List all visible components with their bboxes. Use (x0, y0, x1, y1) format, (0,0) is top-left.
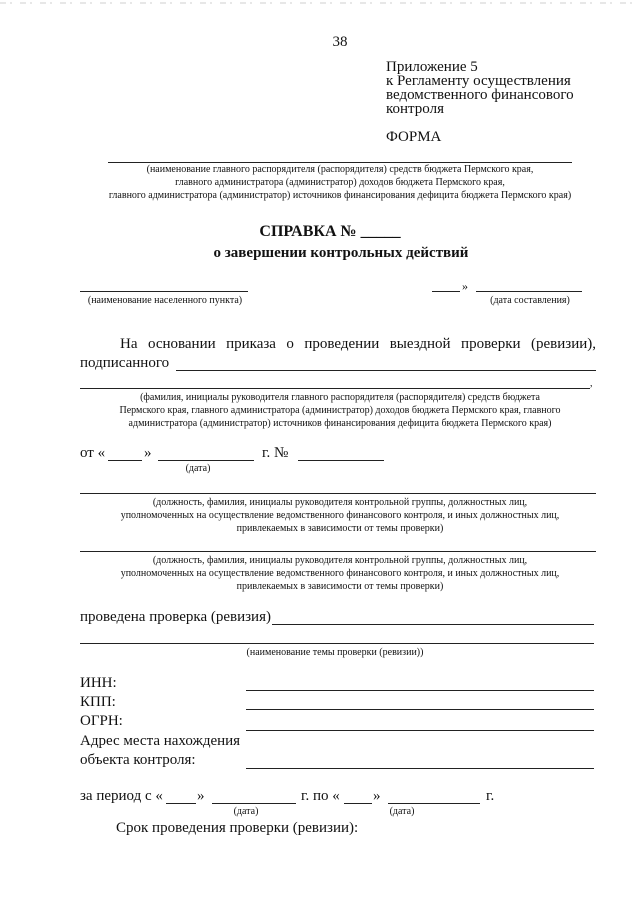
order-month-line (158, 460, 254, 461)
order-day-line (108, 460, 142, 461)
date-quote: » (462, 279, 468, 293)
kpp-label: КПП: (80, 694, 116, 710)
period-to-label: г. по « (301, 788, 340, 804)
form-label: ФОРМА (386, 129, 442, 145)
period-year-end: г. (486, 788, 495, 804)
date-caption: (дата составления) (490, 295, 570, 306)
address-label-line-1: Адрес места нахождения (80, 733, 241, 749)
place-line (80, 291, 248, 292)
kpp-line (246, 709, 594, 710)
signer-line (80, 388, 590, 389)
document-title: СПРАВКА № _____ (259, 223, 401, 240)
place-caption: (наименование населенного пункта) (87, 295, 243, 306)
order-quote: » (144, 445, 152, 461)
order-from-label: от « (80, 445, 106, 461)
audit-line-1 (272, 624, 594, 625)
group-caption-2-line-2: уполномоченных на осуществление ведомственного финансового контроля, и иных должностных лиц, (120, 568, 560, 579)
appendix-line-4: контроля (386, 101, 444, 117)
ogrn-label: ОГРН: (80, 713, 123, 729)
group-caption-1-line-3: привлекаемых в зависимости от темы проверки) (236, 523, 444, 534)
term-label: Срок проведения проверки (ревизии): (116, 820, 359, 836)
signer-caption-line-1: (фамилия, инициалы руководителя главного распорядителя (распорядителя) средств бюджета (140, 392, 540, 403)
period-quote-1: » (197, 788, 205, 804)
date-month-line (476, 291, 582, 292)
audit-caption: (наименование темы проверки (ревизии)) (246, 647, 424, 658)
signer-comma: , (590, 378, 593, 389)
appendix-line-2: к Регламенту осуществления (386, 73, 571, 89)
period-to-month-line (388, 803, 480, 804)
group-line-2 (80, 551, 596, 552)
group-caption-2 (80, 554, 600, 593)
group-caption-2-line-1: (должность, фамилия, инициалы руководителя контрольной группы, должностных лиц, (152, 555, 528, 566)
appendix-line-3: ведомственного финансового (386, 87, 574, 103)
group-caption-1-line-1: (должность, фамилия, инициалы руководителя контрольной группы, должностных лиц, (152, 497, 528, 508)
period-to-day-line (344, 803, 372, 804)
appendix-block (386, 60, 574, 116)
period-quote-2: » (373, 788, 381, 804)
authority-caption (60, 163, 620, 202)
address-label-line-2: объекта контроля: (80, 752, 196, 768)
period-to-caption: (дата) (389, 806, 415, 817)
order-date-caption: (дата) (185, 463, 211, 474)
group-caption-2-line-3: привлекаемых в зависимости от темы проверки) (236, 581, 444, 592)
inn-line (246, 690, 594, 691)
period-label: за период с « (80, 788, 163, 804)
audit-line-2 (80, 643, 594, 644)
basis-text: На основании приказа о проведении выездной проверки (ревизии), (120, 336, 596, 352)
order-number-label: г. № (262, 445, 289, 461)
authority-caption-line-1: (наименование главного распорядителя (распорядителя) средств бюджета Пермского края, (146, 164, 534, 175)
period-from-caption: (дата) (233, 806, 259, 817)
signer-caption-line-3: администратора (администратор) источников финансирования дефицита бюджета Пермского края) (128, 418, 552, 429)
order-number-line (298, 460, 384, 461)
scan-artifact (0, 0, 640, 6)
ogrn-line (246, 730, 594, 731)
period-from-day-line (166, 803, 196, 804)
signer-caption-line-2: Пермского края, главного администратора (администратор) доходов бюджета Пермского края, главного (119, 405, 561, 416)
signer-caption (80, 391, 600, 430)
signed-line (176, 370, 596, 371)
audit-label: проведена проверка (ревизия) (80, 609, 271, 625)
page-number: 38 (332, 34, 348, 50)
authority-caption-line-2: главного администратора (администратор) доходов бюджета Пермского края, (175, 177, 505, 188)
document-subtitle: о завершении контрольных действий (213, 245, 469, 261)
address-line (246, 768, 594, 769)
signed-label: подписанного (80, 355, 170, 371)
appendix-line-1: Приложение 5 (386, 59, 478, 75)
group-line-1 (80, 493, 596, 494)
authority-caption-line-3: главного администратора (администратор) источников финансирования дефицита бюджета Пермского края) (108, 190, 572, 201)
inn-label: ИНН: (80, 675, 117, 691)
date-day-line (432, 291, 460, 292)
period-from-month-line (212, 803, 296, 804)
group-caption-1 (80, 496, 600, 535)
group-caption-1-line-2: уполномоченных на осуществление ведомственного финансового контроля, и иных должностных лиц, (120, 510, 560, 521)
